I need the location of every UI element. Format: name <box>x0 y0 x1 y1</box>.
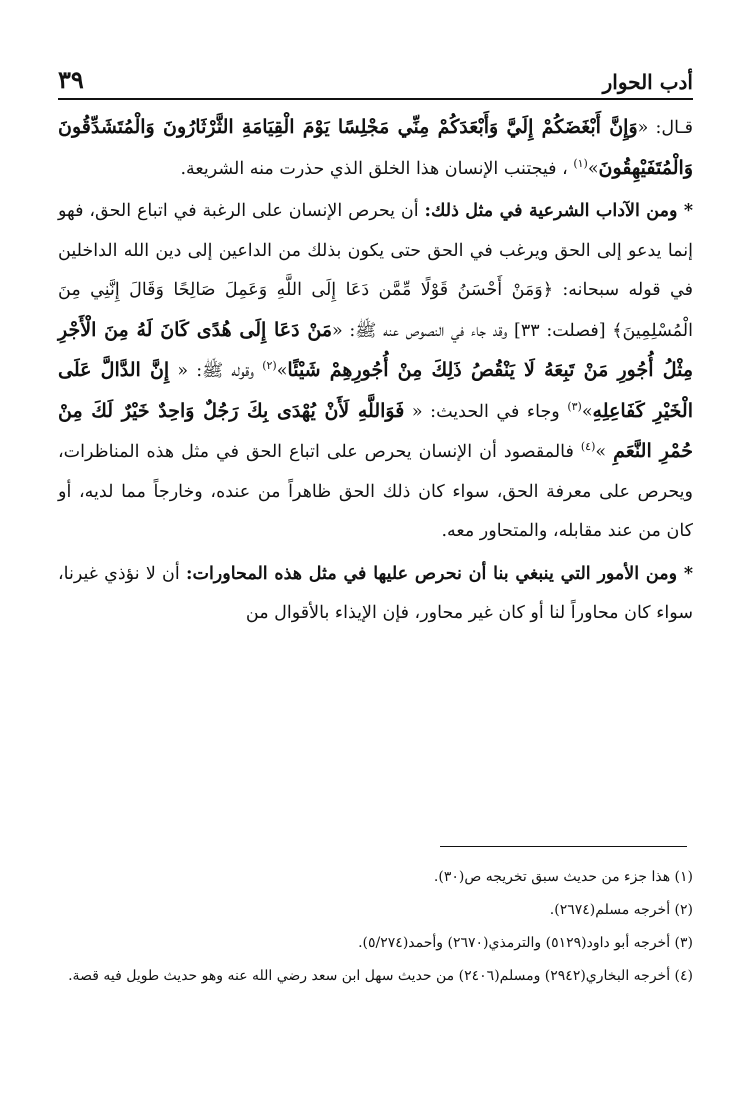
footnote-rule <box>440 846 687 847</box>
text-run: ، فيجتنب الإنسان هذا الخلق الذي حذرت منه الشريعة. <box>180 158 574 179</box>
footnote: (٤) أخرجه البخاري(٢٩٤٢) ومسلم(٢٤٠٦) من حديث سهل ابن سعد رضي الله عنه وهو حديث طويل فيه قصة. <box>68 968 693 984</box>
text-run: ﴿وَمَنْ أَحْسَنُ قَوْلًا مِّمَّن دَعَا إِلَى اللَّهِ وَعَمِلَ صَالِحًا وَقَالَ إِنَّنِي مِنَ الْمُسْلِمِينَ﴾ <box>58 280 693 341</box>
body-text <box>58 108 693 634</box>
text-run: » <box>276 361 288 381</box>
text-run: وجاء في الحديث: « <box>404 401 568 422</box>
footnote-ref: (٤) <box>580 440 596 454</box>
text-run: أن يحرص الإنسان على الرغبة في اتباع الحق، فهو إنما يدعو إلى الحق ويرغب في الحق حتى يكون بذلك من الداعين إلى دين الله الداخلين في قوله سبحانه: <box>58 201 693 300</box>
paragraph-lead: * ومن الآداب الشرعية في مثل ذلك: <box>424 201 693 221</box>
paragraph <box>58 192 693 552</box>
paragraph <box>58 108 693 189</box>
footnote-ref: (٣) <box>567 399 582 413</box>
header-rule <box>58 98 693 100</box>
page-header <box>58 56 693 94</box>
text-run: » <box>587 158 599 179</box>
text-run: وقوله ﷺ: « <box>169 361 263 381</box>
footnote-ref: (١) <box>573 156 588 170</box>
text-run: [فصلت: ٣٣] وقد جاء في النصوص عنه ﷺ: « <box>332 320 613 341</box>
paragraph <box>58 555 693 634</box>
text-run: قـال: « <box>637 118 693 138</box>
text-run: » <box>595 442 614 462</box>
text-run: فالمقصود أن الإنسان يحرص على اتباع الحق في مثل هذه المناظرات، ويحرص على معرفة الحق، سواء كان ذلك الحق ظاهراً من عنده، وخارجاً مما لديه، أو كان من عند مقابله، والمتحاور معه. <box>58 442 693 541</box>
running-title: أدب الحوار <box>602 70 693 94</box>
footnote: (٣) أخرجه أبو داود(٥١٢٩) والترمذي(٢٦٧٠) وأحمد(٥/٢٧٤). <box>358 935 693 951</box>
hadith-quote: مَنْ دَعَا إِلَى هُدًى كَانَ لَهُ مِنَ الْأَجْرِ مِثْلُ أُجُورِ مَنْ تَبِعَهُ لَا يَنْقُصُ ذَلِكَ مِنْ أُجُورِهِمْ شَيْئًا <box>58 318 693 381</box>
hadith-quote: فَوَاللَّهِ لَأَنْ يُهْدَى بِكَ رَجُلٌ وَاحِدٌ خَيْرٌ لَكَ مِنْ حُمْرِ النَّعَمِ <box>58 399 693 462</box>
paragraph-lead: * ومن الأمور التي ينبغي بنا أن نحرص عليها في مثل هذه المحاورات: <box>186 563 693 584</box>
footnote: (١) هذا جزء من حديث سبق تخريجه ص(٣٠). <box>433 869 693 885</box>
text-run: » <box>581 401 593 422</box>
footnote-ref: (٢) <box>262 359 277 373</box>
footnote: (٢) أخرجه مسلم(٢٦٧٤). <box>549 902 693 918</box>
footnotes <box>58 862 693 994</box>
text-run: أن لا نؤذي غيرنا، سواء كان محاوراً لنا أو كان غير محاور، فإن الإيذاء بالأقوال من <box>58 563 693 623</box>
hadith-quote: وَإِنَّ أَبْغَضَكُمْ إِلَيَّ وَأَبْعَدَكُمْ مِنِّي مَجْلِسًا يَوْمَ الْقِيَامَةِ الثَّرْثَارُونَ وَالْمُتَشَدِّقُونَ وَالْمُتَفَيْهِقُونَ <box>58 116 693 179</box>
page-number: ٣٩ <box>58 65 84 94</box>
hadith-quote: إِنَّ الدَّالَّ عَلَى الْخَيْرِ كَفَاعِلِهِ <box>58 359 693 422</box>
